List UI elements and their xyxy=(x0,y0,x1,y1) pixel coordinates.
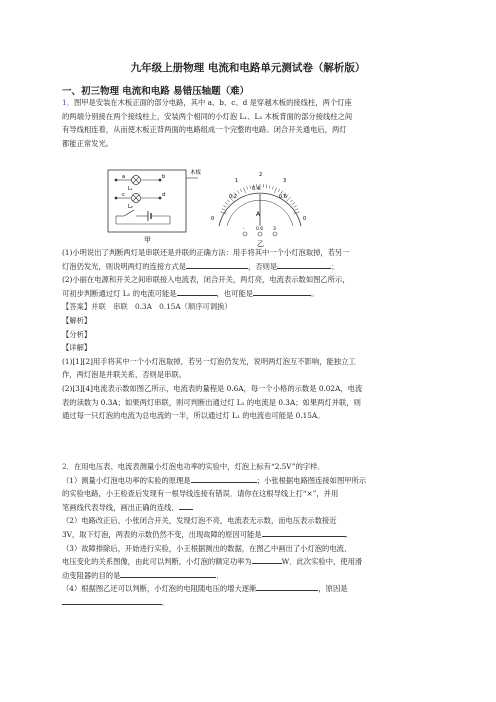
question-line: 3V，取下灯泡，两表的示数仍然不变，出现故障的原因可能是 xyxy=(62,529,262,539)
terminal-icon xyxy=(273,232,277,236)
meter-tick xyxy=(272,186,273,189)
question-number: 2． xyxy=(62,462,74,471)
lamp-l2-label: L₂ xyxy=(128,204,133,210)
question-line: （4）根据图乙还可以判断，小灯泡的电阻随电压的增大逐渐 xyxy=(62,584,257,594)
meter-scale-label: 0.4 xyxy=(252,186,260,192)
board-label: 木板 xyxy=(190,170,202,176)
figure-b-caption: 乙 xyxy=(257,240,264,248)
analysis-tag: 【分析】 xyxy=(62,329,92,339)
meter-tick xyxy=(220,212,226,214)
stem-line: 在用电压表、电流表测量小灯泡电功率的实验中，灯泡上标有“2.5V”的字样． xyxy=(73,462,325,471)
question-line: ，原因是 xyxy=(318,584,348,594)
terminal-icon xyxy=(243,232,247,236)
meter-zero-label: 0 xyxy=(211,216,215,222)
meter-tick xyxy=(247,186,248,189)
subquestion-text: 。 xyxy=(311,288,319,298)
terminal-label: 0.6 xyxy=(256,227,264,232)
explanation-line: (1)[1][2]用手将其中一个小灯泡取掉，若另一灯泡仍发光，说明两灯泡互不影响，能独立工 xyxy=(62,356,356,366)
meter-tick xyxy=(250,185,251,188)
subquestion-text: ，否则是 xyxy=(248,261,278,271)
answer-blank[interactable] xyxy=(262,528,346,537)
subquestion-line: 可初步判断通过灯 L₁ 的电流可能是 xyxy=(62,288,177,298)
question-line: ． xyxy=(162,597,170,607)
meter-scale-label: 0.6 xyxy=(279,194,287,200)
answer-blank[interactable] xyxy=(62,596,162,605)
meter-tick xyxy=(294,206,297,208)
question-1-body xyxy=(62,246,434,423)
subquestion-line: (1)小明说出了判断两灯是串联还是并联的正确方法：用手将其中一个小灯泡取掉，若另一 xyxy=(62,248,350,257)
meter-tick xyxy=(227,200,230,202)
question-1-stem xyxy=(62,96,434,150)
meter-tick xyxy=(295,209,298,210)
question-line: 的实验电路，小王检查后发现有一根导线连接有错误．请你在这根导线上打“×”，并用 xyxy=(62,489,339,499)
meter-tick xyxy=(294,212,300,214)
question-line: ． xyxy=(216,570,224,580)
meter-unit: A xyxy=(256,211,261,218)
answer-blank[interactable] xyxy=(179,501,193,510)
document-title: 九年级上册物理 电流和电路单元测试卷（解析版） xyxy=(130,62,366,74)
question-line: ；小张根据电路图连接如图甲所示 xyxy=(256,475,367,485)
stem-line: 的两端分别接在两个接线柱上，安装两个相同的小灯泡 L₁、L₂ 木板背面的部分接线柱之间 xyxy=(62,111,353,121)
terminal-label: c xyxy=(122,192,125,198)
subquestion-line: (2)小丽在电源和开关之间串联接入电流表，闭合开关，两灯亮，电流表示数如图乙所示， xyxy=(62,275,350,285)
question-line: 电压变化的关系图像，由此可以判断，小灯泡的额定功率为 xyxy=(62,557,252,567)
question-line: W．此次实验中，使用滑 xyxy=(281,557,363,567)
explanation-line: (2)[3][4]电流表示数如图乙所示，电流表的量程是 0.6A，每一个小格的示数是 0.02A，电流 xyxy=(62,383,363,393)
subquestion-line: 灯泡仍发光，则说明两灯的连接方式是 xyxy=(62,261,187,271)
meter-tick xyxy=(269,185,270,188)
answer-blank[interactable] xyxy=(252,555,282,564)
terminal-label: b xyxy=(162,174,166,180)
explanation-line: 表的读数为 0.3A；如果两灯串联，则可判断出通过灯 L₁ 的电流是 0.3A；如果两灯并联，则 xyxy=(62,397,361,407)
switch-symbol xyxy=(124,210,134,216)
answer-blank[interactable] xyxy=(253,287,311,296)
question-line: （3）故障排除后，开始进行实验，小王根据测出的数据，在图乙中画出了小灯泡的电流、 xyxy=(62,543,352,553)
section-heading: 一、初三物理 电流和电路 易错压轴题（难） xyxy=(62,86,250,97)
meter-tick xyxy=(290,200,293,202)
meter-tick xyxy=(240,189,242,192)
stem-line: 图甲是安装在木板正面的部分电路，其中 a、b、c、d 是穿越木板的接线柱，两个灯座 xyxy=(73,98,352,107)
terminal-label: - xyxy=(243,227,245,232)
meter-scale-label: 0.2 xyxy=(229,194,237,200)
question-number: 1． xyxy=(62,98,74,107)
answer-blank[interactable] xyxy=(177,287,217,296)
question-line: （1）测量小灯泡电功率的实验的原理是 xyxy=(62,475,191,485)
meter-scale-label: 3 xyxy=(283,178,287,184)
board-outline xyxy=(108,170,186,232)
meter-scale-label: 1 xyxy=(235,178,239,184)
meter-scale-label: 2 xyxy=(259,172,263,178)
analysis-tag: 【解析】 xyxy=(62,315,92,325)
subquestion-text: ； xyxy=(331,261,339,271)
circuit-diagram-figure xyxy=(100,164,210,246)
answer-blank[interactable] xyxy=(256,582,318,591)
terminal-label: 3 xyxy=(273,227,276,232)
question-line: （2）电路改正后，小张闭合开关，发现灯泡不亮，电流表无示数，而电压表示数接近 xyxy=(62,516,337,526)
meter-tick xyxy=(223,206,226,208)
meter-tick xyxy=(237,191,239,194)
figure-a-caption: 甲 xyxy=(144,236,151,244)
terminal-label: d xyxy=(162,192,166,198)
answer-blank[interactable] xyxy=(120,569,216,578)
stem-line: 有导线相连着，从而使木板正背两面的电路组成一个完整的电路。闭合开关通电后，两灯 xyxy=(62,125,347,135)
terminal-icon xyxy=(258,232,262,236)
terminal-label: a xyxy=(122,174,126,180)
ammeter-figure xyxy=(205,160,315,248)
meter-tick xyxy=(225,203,228,205)
subquestion-text: ，也可能是 xyxy=(216,288,254,298)
answer-blank[interactable] xyxy=(186,260,248,269)
answer-line: 【答案】并联 串联 0.3A 0.15A（顺序可调换） xyxy=(62,302,232,312)
question-line: ． xyxy=(345,529,353,539)
meter-tick xyxy=(292,203,295,205)
meter-tick xyxy=(243,187,245,193)
question-line: 笔画线代表导线，画出正确的连线． xyxy=(62,502,179,512)
meter-end-label: 0 xyxy=(303,216,307,222)
meter-tick xyxy=(278,189,280,192)
meter-tick xyxy=(274,187,276,193)
answer-blank[interactable] xyxy=(191,474,257,483)
answer-blank[interactable] xyxy=(277,260,331,269)
stem-line: 都能正常发光。 xyxy=(62,138,114,148)
question-2 xyxy=(62,460,434,610)
analysis-tag: 【详解】 xyxy=(62,343,92,353)
meter-tick xyxy=(266,185,267,188)
meter-tick xyxy=(222,209,225,210)
lamp-l1-label: L₁ xyxy=(128,186,133,192)
explanation-line: 作，两灯泡是并联关系，否则是串联。 xyxy=(62,370,187,380)
explanation-line: 通过每一只灯泡的电流为总电流的一半，所以通过灯 L₁ 的电流也可能是 0.15A。 xyxy=(62,411,325,421)
question-line: 动变阻器的目的是 xyxy=(62,570,121,580)
